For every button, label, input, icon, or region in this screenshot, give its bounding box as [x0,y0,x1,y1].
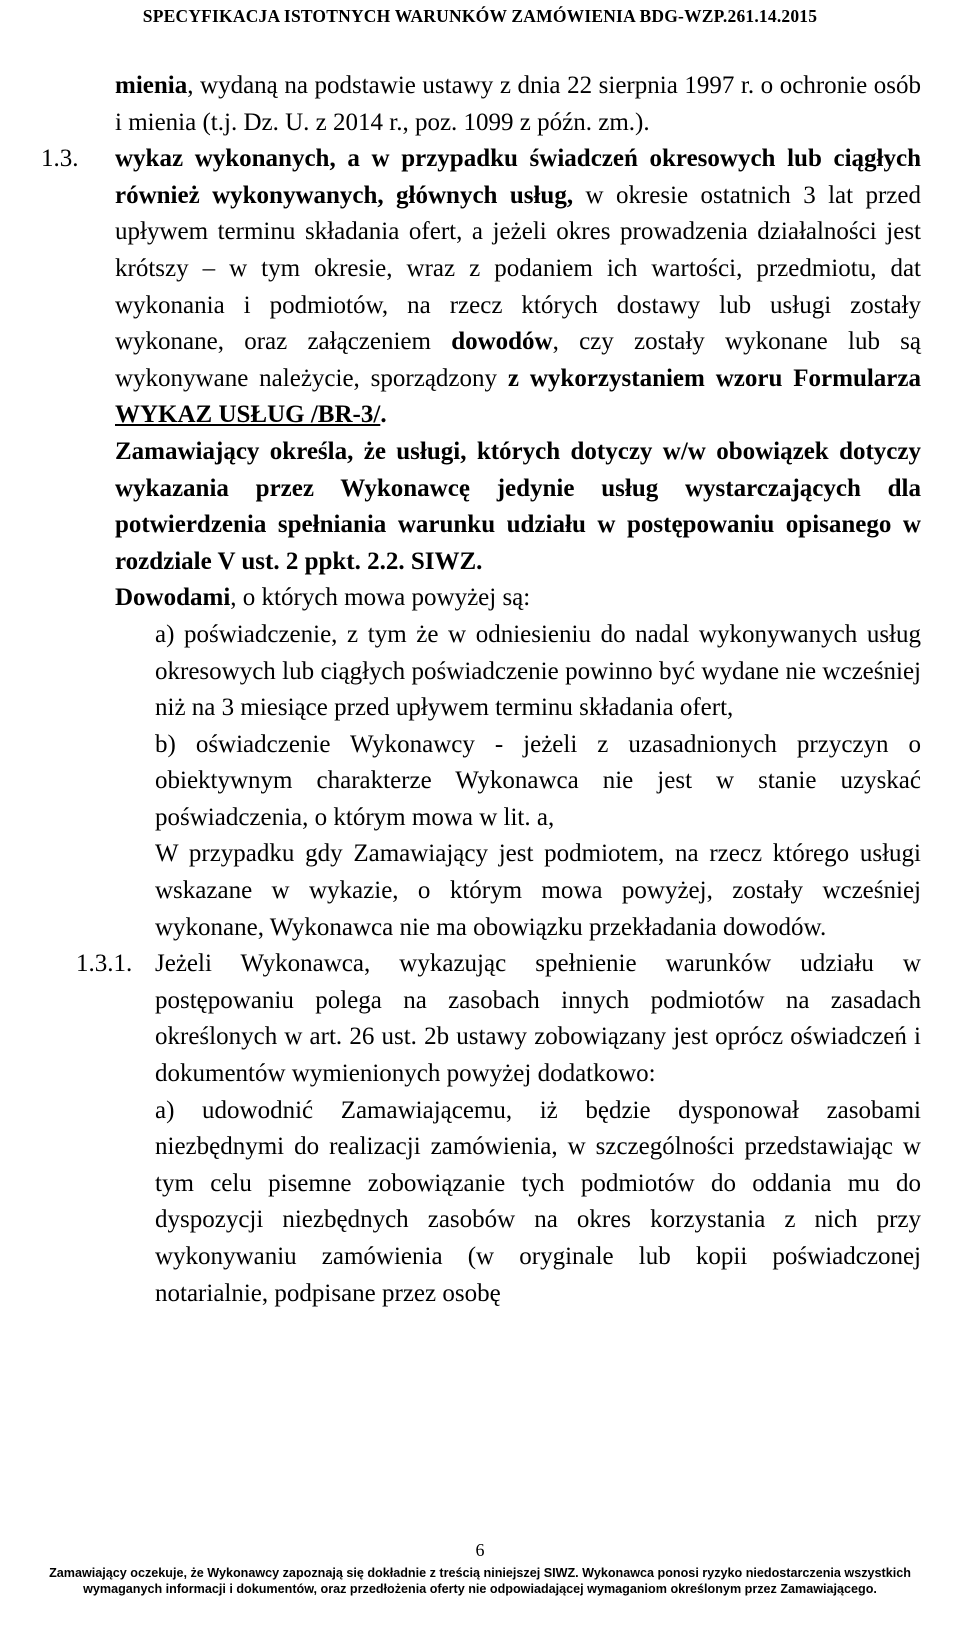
bold-text: . [380,401,387,429]
form-reference: WYKAZ USŁUG /BR-3/ [115,401,381,429]
text: Jeżeli Wykonawca, wykazując spełnienie warunków udziału w postępowaniu polega na zasobach innych podmiotów na zasadach określonych w art. 26 ust. 2b ustawy zobowiązany jest oprócz oświadczeń i dokumentów wymienionych powyżej dodatkowo: [155,950,921,1088]
text: a) udowodnić Zamawiającemu, iż będzie dysponował zasobami niezbędnymi do realizacji zamówienia, w szczególności przedstawiając w tym celu pisemne zobowiązanie tych podmiotów do oddania mu do dyspozycji niezbędnych zasobów na okres korzystania z nich przy wykonywaniu zamówienia (w oryginale lub kopii poświadczonej notarialnie, podpisane przez osobę [155,1096,921,1307]
text: a) poświadczenie, z tym że w odniesieniu do nadal wykonywanych usług okresowych lub ciągłych poświadczenie powinno być wydane nie wcześniej niż na 3 miesiące przed upływem terminu składania ofert, [155,620,921,722]
paragraph-continuation [115,68,921,141]
paragraph-1-3-1 [76,946,921,1092]
bold-text: Dowodami [115,584,231,612]
footer-line-2: wymaganych informacji i dokumentów, oraz przedłożenia oferty nie odpowiadającej wymaganiom określonym przez Zamawiającego. [83,1582,877,1596]
footer-line-1: Zamawiający oczekuje, że Wykonawcy zapoznają się dokładnie z treścią niniejszej SIWZ. Wykonawca ponosi ryzyko niedostarczenia wszystkich [49,1566,911,1580]
list-item-a-udowodnic [155,1093,921,1313]
document-body [0,68,960,1312]
list-item-b [155,727,921,837]
text: , czy zostały wykonane lub są wykonywane należycie, sporządzony [115,328,921,392]
bold-text: Zamawiający określa, że usługi, których dotyczy w/w obowiązek dotyczy wykazania przez Wykonawcę jedynie usług wystarczających dla potwierdzenia spełniania warunku udziału w postępowaniu opisanego w rozdziale V ust. 2 ppkt. 2.2. SIWZ. [115,437,921,575]
page-number: 6 [475,1540,485,1560]
text: , o których mowa powyżej są: [230,584,531,612]
paragraph-zamawiajacy-okresla [115,434,921,580]
text: , wydaną na podstawie ustawy z dnia 22 sierpnia 1997 r. o ochronie osób i mienia (t.j. Dz. U. z 2014 r., poz. 1099 z późn. zm.). [115,72,921,136]
bold-text: mienia [115,72,188,99]
bold-text: wykaz wykonanych, a w przypadku świadczeń okresowych lub ciągłych również wykonywanych, głównych usług, [115,145,921,209]
text: W przypadku gdy Zamawiający jest podmiotem, na rzecz którego usługi wskazane w wykazie, o którym mowa powyżej, zostały wcześniej wykonane, Wykonawca nie ma obowiązku przekładania dowodów. [155,840,921,941]
list-item-a [155,617,921,727]
paragraph-1-3 [41,141,921,434]
text: w okresie ostatnich 3 lat przed upływem terminu składania ofert, a jeżeli okres prowadzenia działalności jest krótszy – w tym okresie, wraz z podaniem ich wartości, przedmiotu, dat wykonania i podmiotów, na rzecz których dostawy lub usługi zostały wykonane, oraz załączeniem [115,181,921,356]
bold-text: z wykorzystaniem wzoru Formularza [507,364,921,392]
header-title: SPECYFIKACJA ISTOTNYCH WARUNKÓW ZAMÓWIENIA BDG-WZP.261.14.2015 [142,6,818,26]
bold-text: dowodów [451,328,553,356]
paragraph-dowodami [115,580,921,617]
document-footer [0,1565,960,1597]
paragraph-number: 1.3. [41,145,79,173]
paragraph-w-przypadku [155,836,921,946]
document-header [0,6,960,27]
text: b) oświadczenie Wykonawcy - jeżeli z uzasadnionych przyczyn o obiektywnym charakterze Wykonawca nie jest w stanie uzyskać poświadczenia, o którym mowa w lit. a, [155,730,921,831]
paragraph-number: 1.3.1. [76,950,133,978]
